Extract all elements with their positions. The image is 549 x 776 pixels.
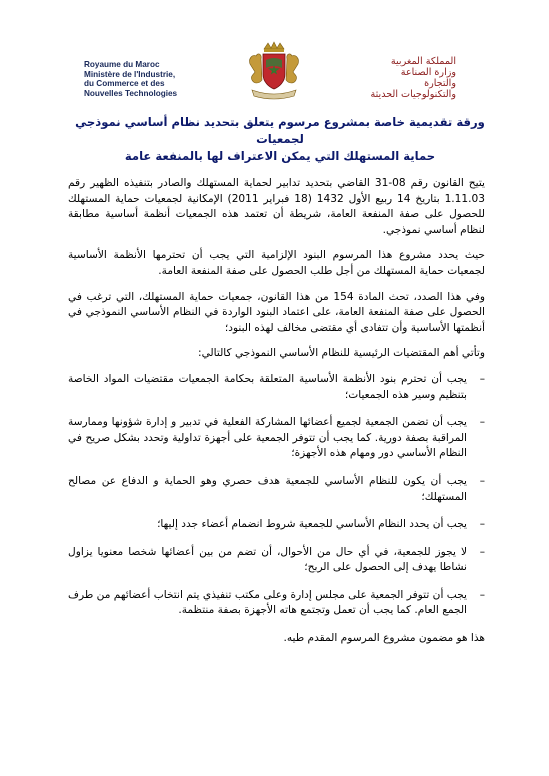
provisions-list [68, 372, 485, 619]
paragraph-provisions-intro: وتأتي أهم المقتضيات الرئيسية للنظام الأساسي النموذجي كالتالي: [198, 347, 485, 360]
letterhead-ar-line: والتكنولوجيات الحديثة [370, 89, 456, 100]
list-item-text: يجب أن تحترم بنود الأنظمة الأساسية المتعلقة بحكامة الجمعيات مقتضيات المواد الخاصة بتنظيم وسير هذه الجمعيات؛ [68, 372, 467, 401]
paragraph-article-154: وفي هذا الصدد، تحث المادة 154 من هذا القانون، جمعيات حماية المستهلك، التي ترغب في الحصول على صفة المنفعة العامة، على اعتماد البنود الواردة في النظام الأساسي النموذجي في أنظمتها الأساسية وأن تتفادى أي مقتضى مخالف لهذه البنود؛ [68, 290, 485, 334]
bullet-marker: – [479, 545, 485, 558]
list-item-text: يجب أن يحدد النظام الأساسي للجمعية شروط انضمام أعضاء جدد إليها؛ [157, 518, 467, 531]
list-item-text: يجب أن تتوفر الجمعية على مجلس إدارة وعلى مكتب تنفيذي يتم انتخاب أعضائهم من طرف الجمع العام. كما يجب أن تعمل وتجتمع هاته الأجهزة بصفة منتظمة. [68, 588, 467, 617]
letterhead-french [84, 60, 244, 98]
list-item [68, 588, 485, 619]
title-line-1: ورقة تقديمية خاصة بمشروع مرسوم يتعلق بتحديد نظام أساسي نموذجي لجمعيات [75, 115, 485, 146]
list-item-text: يجب أن تضمن الجمعية لجميع أعضائها المشاركة الفعلية في تدبير و إدارة شؤونها وممارسة المراقبة بصفة دورية. كما يجب أن تتوفر الجمعية على أجهزة تداولية وتحدد بشكل صريح في النظام الأساسي دور ومهام هذه الأجهزة؛ [68, 416, 467, 460]
letterhead-fr-line: Nouvelles Technologies [84, 88, 178, 98]
letterhead-ar-line: وزارة الصناعة [400, 67, 456, 78]
bullet-marker: – [479, 416, 485, 429]
bullet-marker: – [479, 474, 485, 487]
list-item [68, 372, 485, 403]
document-title [70, 114, 490, 165]
coat-of-arms-icon [244, 40, 304, 102]
bullet-marker: – [479, 588, 485, 601]
letterhead-arabic [316, 56, 456, 100]
list-item [68, 545, 485, 576]
letterhead-ar-line: المملكة المغربية [390, 56, 456, 67]
list-item-text: لا يجوز للجمعية، في أي حال من الأحوال، أن تضم من بين أعضائها شخصا معنويا يزاول نشاطا يهدف إلى الحصول على الربح؛ [68, 545, 467, 574]
list-item [68, 474, 485, 505]
letterhead-fr-line: Royaume du Maroc [84, 60, 160, 69]
bullet-marker: – [479, 372, 485, 385]
letterhead-ar-line: والتجارة [424, 78, 456, 89]
list-item-text: يجب أن يكون للنظام الأساسي للجمعية هدف حصري وهو الحماية و الدفاع عن مصالح المستهلك؛ [68, 474, 467, 503]
closing-line: هذا هو مضمون مشروع المرسوم المقدم طيه. [283, 632, 485, 645]
document-body [68, 176, 485, 657]
list-item [68, 517, 485, 533]
bullet-marker: – [479, 518, 485, 531]
paragraph-decree-scope: حيث يحدد مشروع هذا المرسوم البنود الإلزامية التي يجب أن تحترمها الأنظمة الأساسية لجمعيات حماية المستهلك من أجل طلب الحصول على صفة المنفعة العامة. [68, 249, 485, 277]
title-line-2: حماية المستهلك التي يمكن الاعتراف لها بالمنفعة عامة [124, 149, 436, 163]
paragraph-law-reference: يتيح القانون رقم 08-31 القاضي بتحديد تدابير لحماية المستهلك والصادر بتنفيذه الظهير رقم 1.11.03 بتاريخ 14 ربيع الأول 1432 (18 فبراير 2011) الإمكانية لجمعيات حماية المستهلك للحصول على صفة المنفعة العامة، شريطة أن تعتمد هذه الجمعيات أنظمة أساسية مطابقة لنظام أساسي نموذجي. [68, 177, 485, 236]
letterhead-fr-line: du Commerce et des [84, 79, 165, 89]
letterhead-fr-line: Ministère de l'Industrie, [84, 69, 176, 79]
list-item [68, 415, 485, 462]
